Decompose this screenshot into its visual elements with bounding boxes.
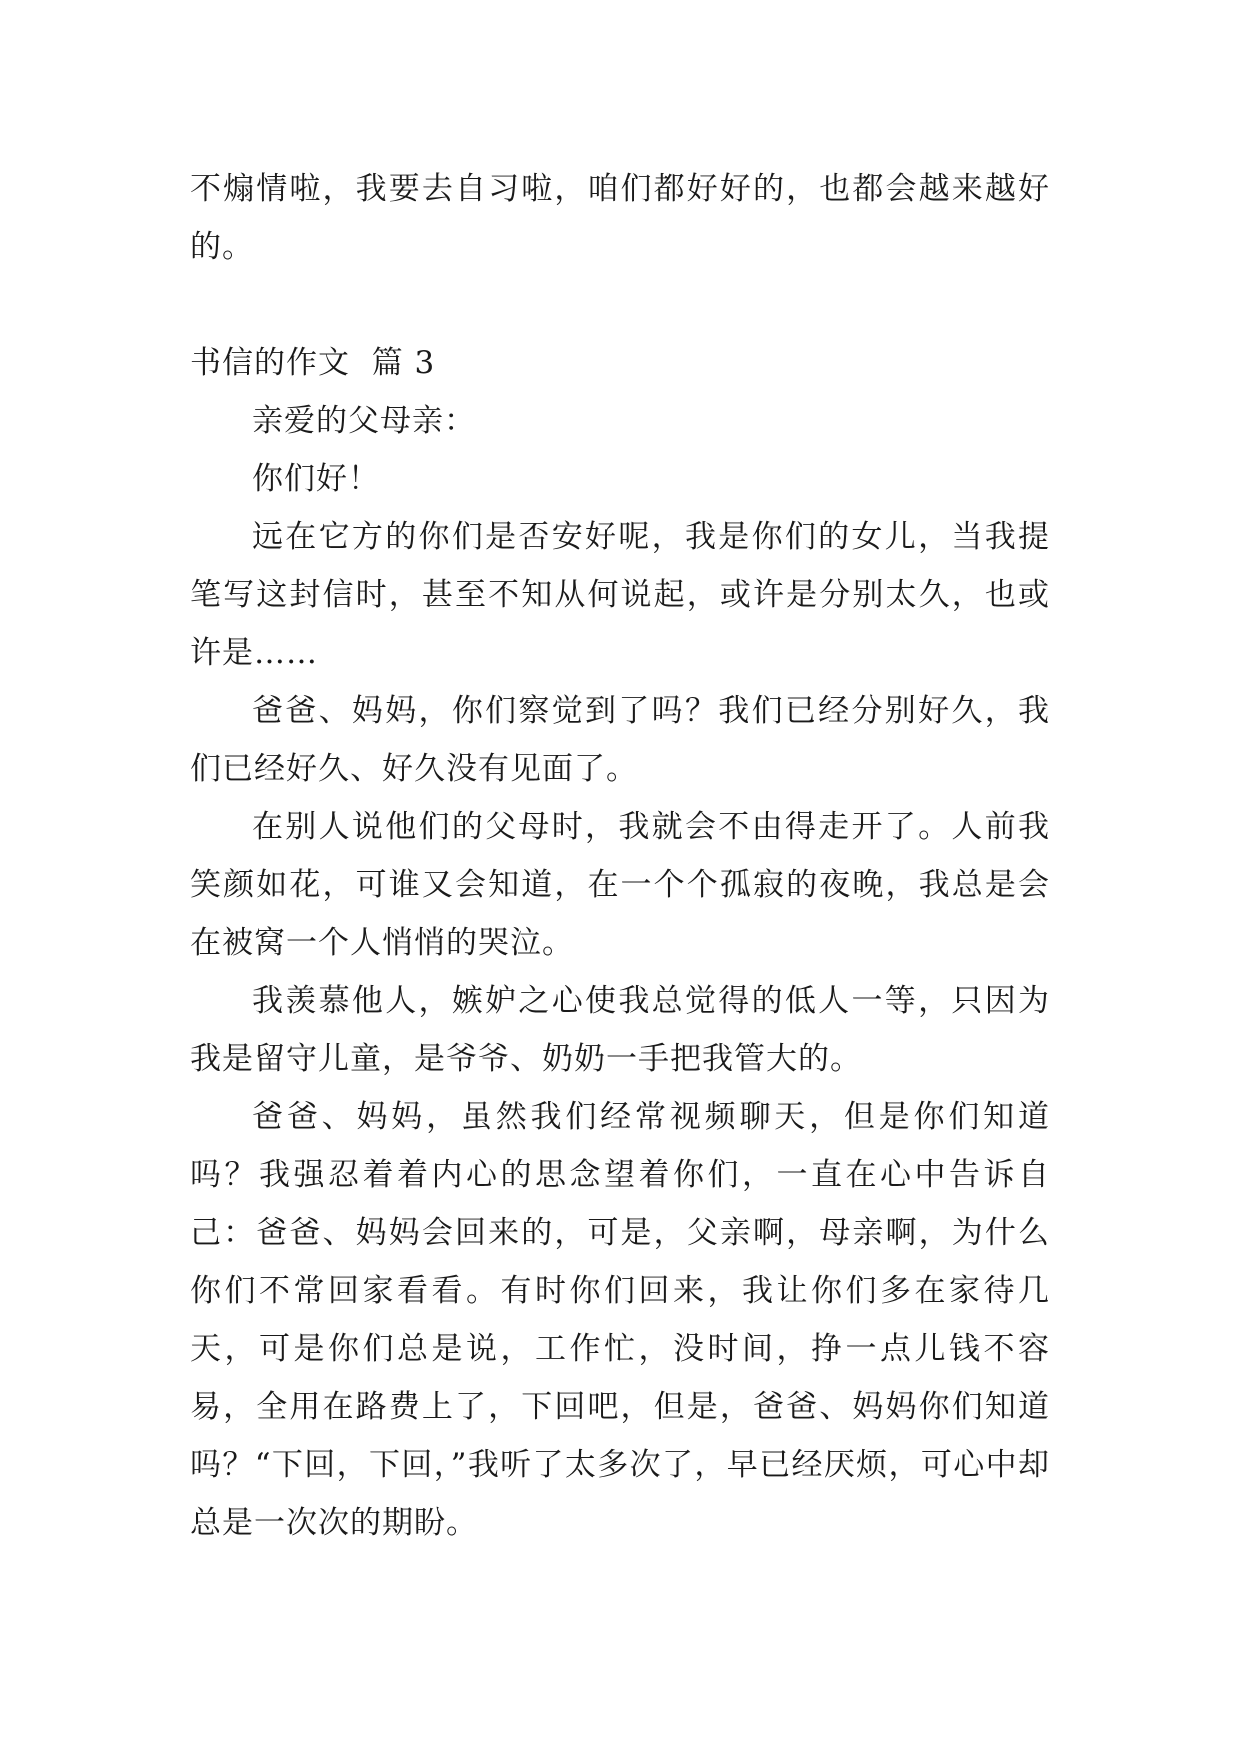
letter-paragraph: 爸爸、妈妈，你们察觉到了吗？我们已经分别好久，我们已经好久、好久没有见面了。	[190, 693, 1050, 787]
letter-greeting: 亲爱的父母亲：	[252, 403, 476, 439]
letter-paragraph: 爸爸、妈妈，虽然我们经常视频聊天，但是你们知道吗？我强忍着着内心的思念望着你们，一直在心中告诉自己：爸爸、妈妈会回来的，可是，父亲啊，母亲啊，为什么你们不常回家看看。有时你们回来，我让你们多在家待几天，可是你们总是说，工作忙，没时间，挣一点儿钱不容易，全用在路费上了，下回吧，但是，爸爸、妈妈你们知道吗？“下回，下回，”我听了太多次了，早已经厌烦，可心中却总是一次次的期盼。	[190, 1099, 1050, 1541]
letter-paragraph: 在别人说他们的父母时，我就会不由得走开了。人前我笑颜如花，可谁又会知道，在一个个孤寂的夜晚，我总是会在被窝一个人悄悄的哭泣。	[190, 809, 1050, 961]
section-heading: 书信的作文 篇 3	[190, 345, 436, 381]
paragraph-continued: 不煽情啦，我要去自习啦，咱们都好好的，也都会越来越好的。	[190, 171, 1050, 265]
document-content	[190, 160, 1050, 1552]
letter-paragraph: 我羡慕他人，嫉妒之心使我总觉得的低人一等，只因为我是留守儿童，是爷爷、奶奶一手把我管大的。	[190, 983, 1050, 1077]
letter-salutation: 你们好！	[252, 461, 380, 497]
letter-paragraph: 远在它方的你们是否安好呢，我是你们的女儿，当我提笔写这封信时，甚至不知从何说起，或许是分别太久，也或许是……	[190, 519, 1050, 671]
